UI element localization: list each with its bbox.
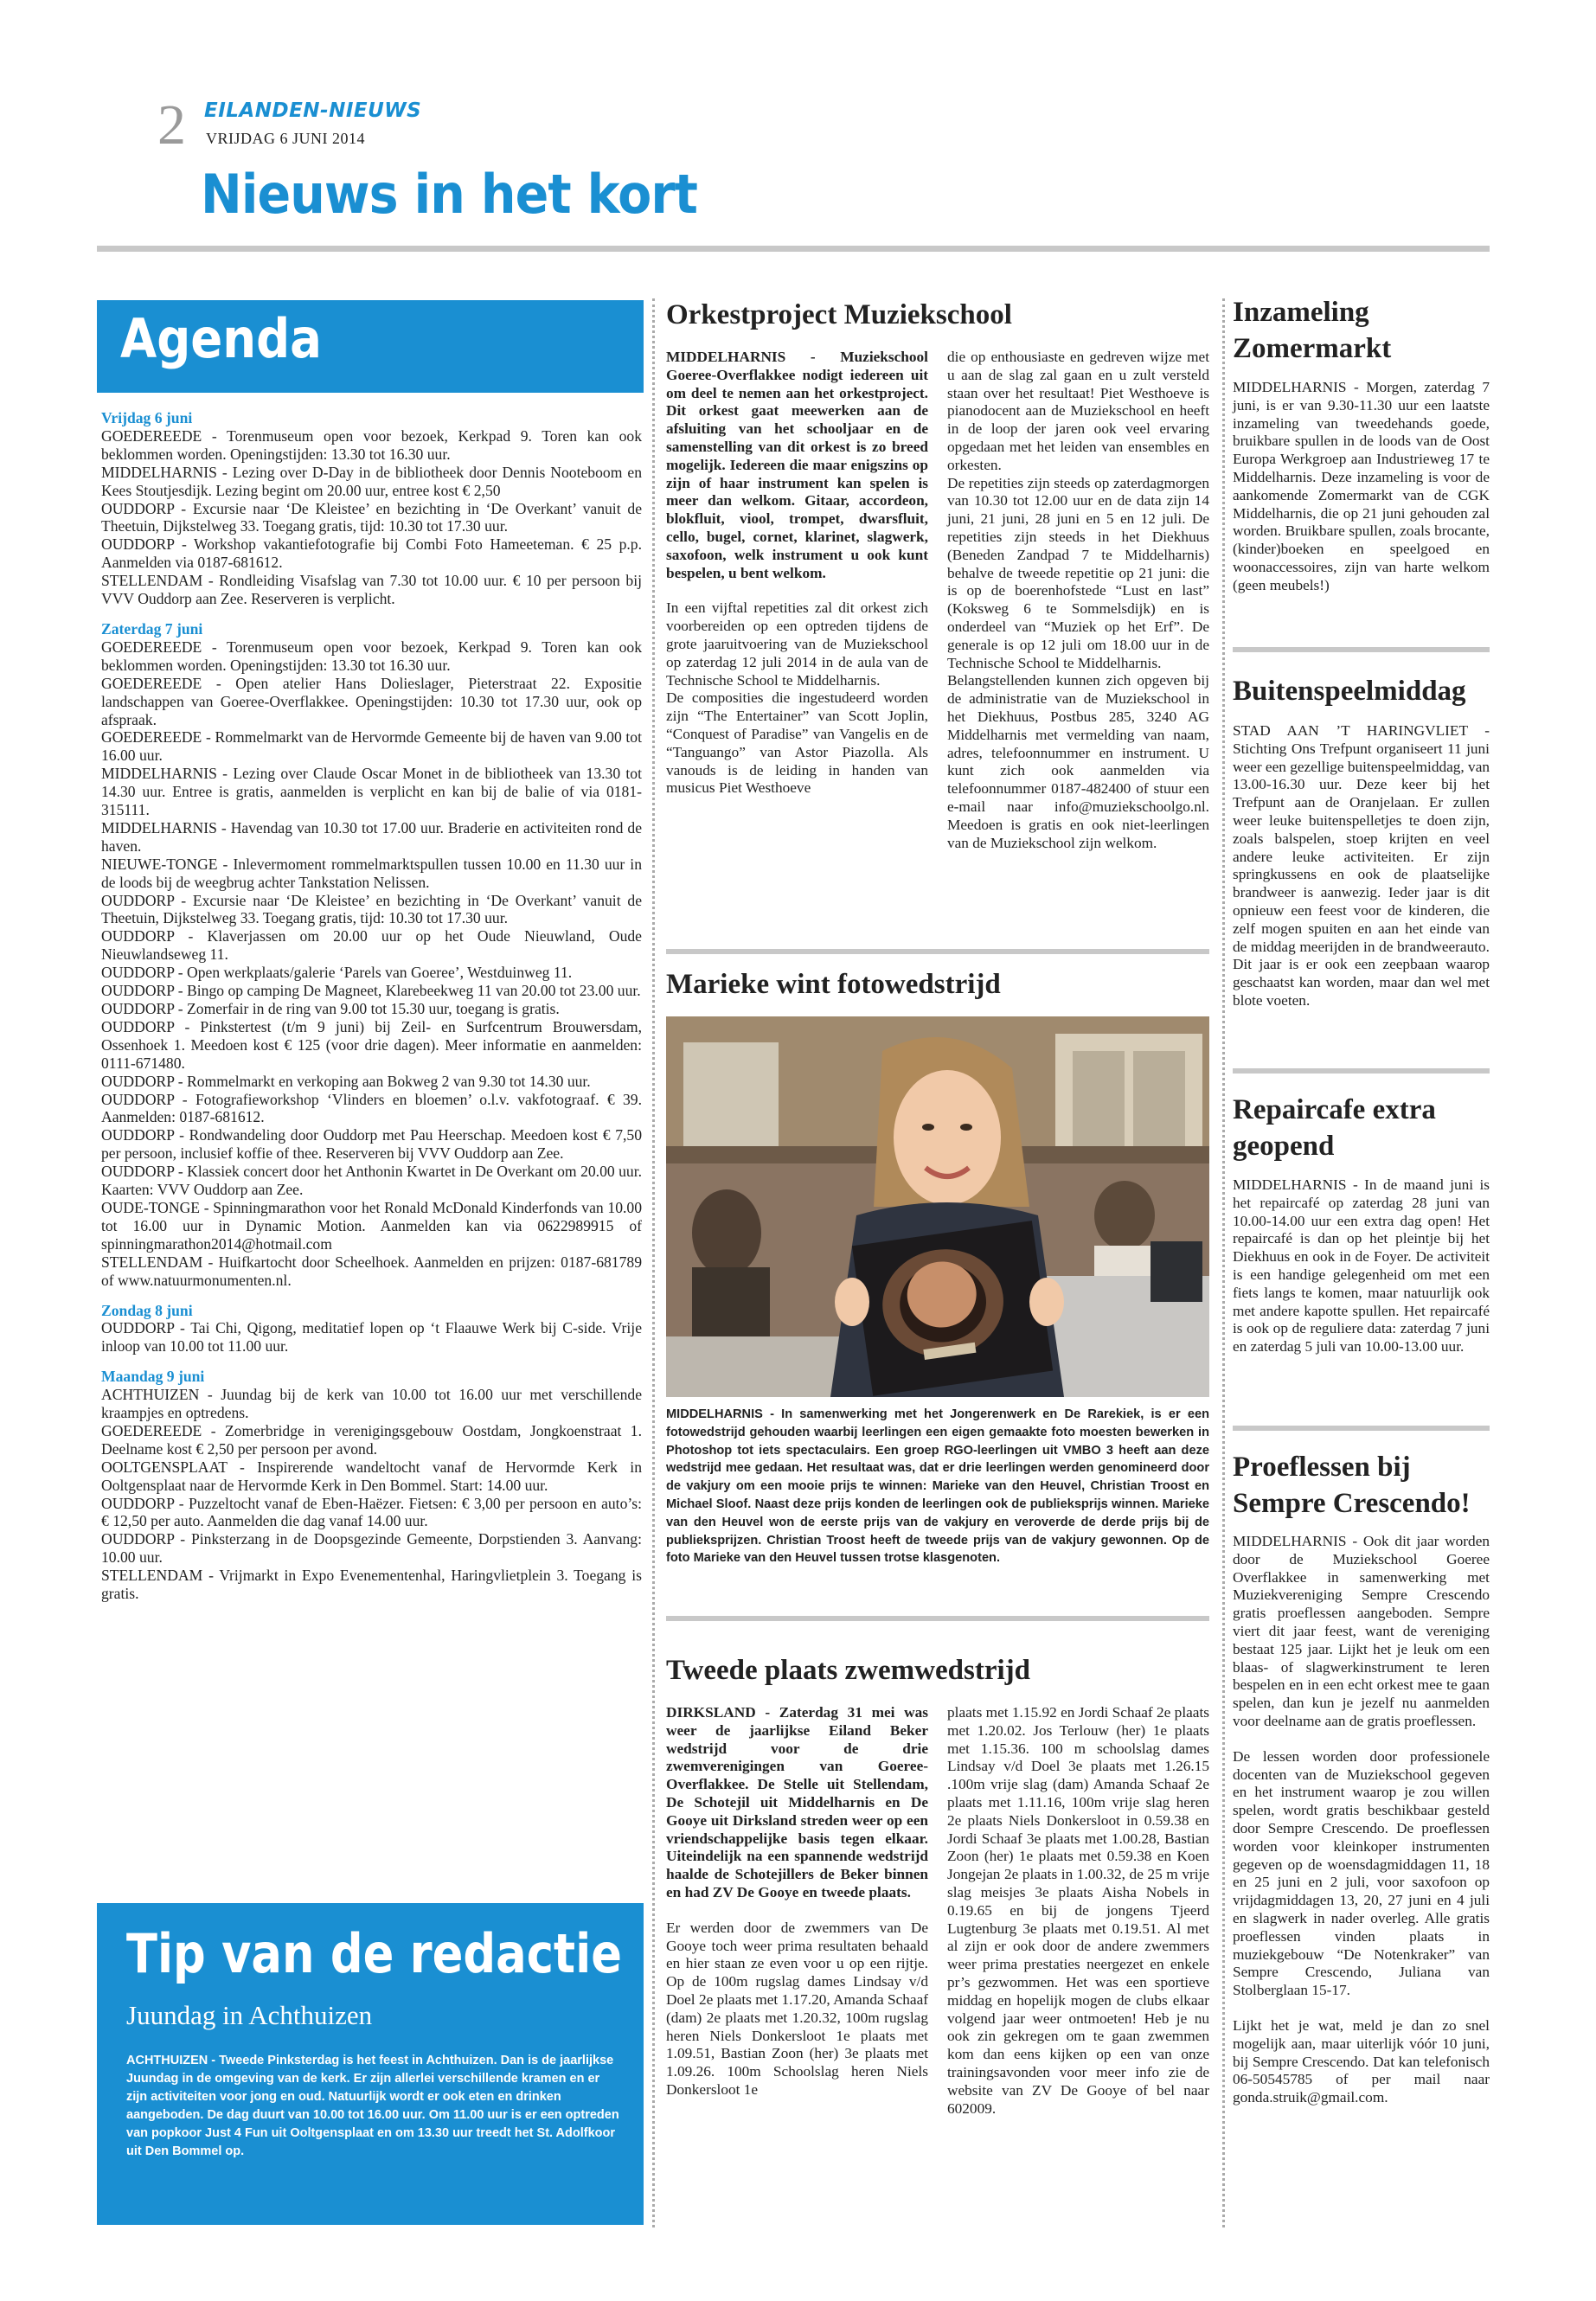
orkest-paragraph: In een vijftal repetities zal dit orkest zich voorbereiden op een optreden tijdens de grote jaaruitvoering van de Muziekschool op zaterdag 12 juli 2014 in de aula van de Technische School te Middelharnis. — [666, 599, 928, 689]
zomermarkt-title: Inzameling Zomermarkt — [1233, 297, 1392, 364]
agenda-header — [97, 300, 644, 393]
agenda-title: Agenda — [120, 307, 323, 370]
agenda-item: GOEDEREEDE - Rommelmarkt van de Hervormde Gemeente bij de haven van 9.00 tot 16.00 uur. — [101, 728, 642, 765]
zwem-title: Tweede plaats zwemwedstrijd — [666, 1655, 1030, 1686]
orkest-paragraph: De repetities zijn steeds op zaterdagmorgen van 10.30 tot 12.00 uur en de data zijn 14 juni, 21 juni, 28 juni en 5 en 12 juli. De repetities zijn steeds in het Diekhuus (Beneden Zandpad 7 te Middelharnis) behalve de tweede repetitie op 21 juni: die is op de boerenhofstede “Lust en last” (Koksweg 6 te Sommelsdijk) en is onderdeel van “Muziek op het Erf”. De generale is op 12 juli om 18.00 uur in de Technische School te Middelharnis. — [947, 474, 1209, 671]
agenda-item: GOEDEREEDE - Torenmuseum open voor bezoek, Kerkpad 9. Toren kan ook beklommen worden. Openingstijden: 13.30 tot 16.30 uur. — [101, 638, 642, 674]
foto-title: Marieke wint fotowedstrijd — [666, 969, 1001, 1000]
tip-body: ACHTHUIZEN - Tweede Pinksterdag is het feest in Achthuizen. Dan is de jaarlijkse Juundag in de omgeving van de kerk. Er zijn allerlei verschillende kramen en er zijn activiteiten voor jong en oud. Natuurlijk wordt er ook eten en drinken aangeboden. De dag duurt van 10.00 tot 16.00 uur. Om 11.00 uur is er een optreden van popkoor Just 4 Fun uit Ooltgensplaat en om 13.30 uur treedt het St. Adolfkoor uit Den Bommel op. — [126, 2054, 619, 2158]
agenda-item: STELLENDAM - Rondleiding Visafslag van 7.30 tot 10.00 uur. € 10 per persoon bij VVV Ouddorp aan Zee. Reserveren is verplicht. — [101, 572, 642, 608]
repair-title: Repaircafe extra geopend — [1233, 1094, 1436, 1162]
orkest-col-1 — [666, 349, 928, 815]
section-title: Nieuws in het kort — [201, 163, 697, 226]
zomermarkt-body: MIDDELHARNIS - Morgen, zaterdag 7 juni, is er van 9.30-11.30 uur een laatste inzameling van tweedehands goede, bruikbare spullen in de loods van de Oost Europa Werkgroep aan Industrieweg 17 te Middelharnis. Deze inzameling is voor de aankomende Zomermarkt van de CGK Middelharnis, die op 21 juni gehouden zal worden. Bruikbare spullen, zoals brocante, (kinder)boeken en speelgoed en woonaccessoires, zijn van harte welkom (geen meubels!) — [1233, 379, 1490, 593]
agenda-item: GOEDEREEDE - Zomerbridge in verenigingsgebouw Oostdam, Jongkoenstraat 1. Deelname kost € 2,50 per persoon per avond. — [101, 1421, 642, 1458]
section-divider — [1233, 647, 1490, 652]
agenda-item: OUDDORP - Open werkplaats/galerie ‘Parels van Goeree’, Westduinweg 11. — [101, 964, 573, 982]
agenda-day: Vrijdag 6 juni — [101, 409, 193, 426]
agenda-item: OUDDORP - Puzzeltocht vanaf de Eben-Haëzer. Fietsen: € 3,00 per persoon en auto’s: € 12,50 per auto. Aanmelden die dag vanaf 14.00 uur. — [101, 1494, 642, 1530]
section-divider — [1233, 1426, 1490, 1431]
proef-paragraph: MIDDELHARNIS - Ook dit jaar worden door de Muziekschool Goeree Overflakkee in samenwerking met Muziekvereniging Sempre Crescendo gratis proeflessen aangeboden. Sempre viert dit jaar feest, want de vereniging bestaat 125 jaar. Lijkt het je leuk om een blaas- of slagwerkinstrument te leren bespelen en in een echt orkest mee te gaan spelen, dan kun je jezelf nu aanmelden voor deelname aan de gratis proeflessen. — [1233, 1533, 1490, 1729]
orkest-paragraph: De composities die ingestudeerd worden zijn “The Entertainer” van Scott Joplin, “Conquest of Paradise” van Vangelis en de “Tanguango” van Astor Piazolla. Als vanouds is de leiding in handen van musicus Piet Westhoeve — [666, 689, 928, 797]
orkest-lead: MIDDELHARNIS - Muziekschool Goeree-Overflakkee nodigt iedereen uit om deel te nemen aan het orkestproject. Dit orkest gaat meewerken aan de afsluiting van het schooljaar en de samenstelling van dit orkest is zo breed mogelijk. Iedereen die maar enigszins op zijn of haar instrument kan spelen is meer dan welkom. Gitaar, accordeon, blokfluit, viool, trompet, dwarsfluit, cello, bugel, cornet, klarinet, slagwerk, saxofoon, welk instrument u ook kunt bespelen, u bent welkom. — [666, 349, 928, 581]
agenda-item: MIDDELHARNIS - Lezing over D-Day in de bibliotheek door Dennis Nooteboom en Kees Stoutjesdijk. Lezing begint om 20.00 uur, entree kost € 2,50 — [101, 463, 642, 499]
proef-paragraph: Lijkt het je wat, meld je dan zo snel mogelijk aan, maar uiterlijk vóór 10 juni, bij Sempre Crescendo. Dat kan telefonisch 06-50545785 of per mail naar gonda.struik@gmail.com. — [1233, 2016, 1490, 2106]
section-divider — [666, 1616, 1209, 1621]
agenda-item: GOEDEREEDE - Open atelier Hans Dolieslager, Pieterstraat 22. Expositie landschappen van Goeree-Overflakkee. Openingstijden: 10.30 tot 17.30 uur, ook op afspraak. — [101, 674, 642, 728]
orkest-paragraph: die op enthousiaste en gedreven wijze met u aan de slag zal gaan en u zult versteld staan over het resultaat! Piet Westhoeve is pianodocent aan de Muziekschool en heeft in de loop der jaren ook veel ervaring opgedaan met het leiden van ensembles en orkesten. — [947, 349, 1209, 473]
zwem-col-1 — [666, 1704, 928, 2117]
section-divider — [666, 949, 1209, 954]
agenda-day: Zondag 8 juni — [101, 1301, 193, 1319]
agenda-item: OUDDORP - Rommelmarkt en verkoping aan Bokweg 2 van 9.30 tot 14.30 uur. — [101, 1072, 591, 1090]
issue-date: VRIJDAG 6 JUNI 2014 — [206, 130, 365, 147]
proef-paragraph: De lessen worden door professionele docenten van de Muziekschool gegeven en het instrument waarop je zou willen spelen, wordt gratis beschikbaar gesteld door Sempre Crescendo. De proeflessen worden voor kleinkoper instrumenten gegeven op de woensdagmiddagen 11, 18 en 25 juni en 2 juli, voor saxofoon op vrijdagmiddagen 13, 20, 27 juni en 4 juli en slagwerk in nader overleg. Alle gratis proeflessen vinden plaats in muziekgebouw “De Notenkraker” van Sempre Crescendo, Juliana van Stolberglaan 15-17. — [1233, 1747, 1490, 1999]
zwem-lead: DIRKSLAND - Zaterdag 31 mei was weer de jaarlijkse Eiland Beker wedstrijd voor de drie zwemverenigingen van Goeree-Overflakkee. De Stelle uit Stellendam, De Schotejil uit Middelharnis en De Gooye uit Dirksland streden weer op een vriendschappelijke basis tegen elkaar. Uiteindelijk na een spannende wedstrijd haalde de Schotejillers de Beker binnen en had ZV De Gooye en tweede plaats. — [666, 1704, 928, 1900]
agenda-item: OUDDORP - Rondwandeling door Ouddorp met Pau Heerschap. Meedoen kost € 7,50 per persoon, inclusief koffie of thee. Reserveren bij VVV Ouddorp aan Zee. — [101, 1126, 642, 1163]
agenda-item: OUDDORP - Klaverjassen om 20.00 uur op het Oude Nieuwland, Oude Nieuwlandseweg 11. — [101, 927, 642, 964]
repair-body: MIDDELHARNIS - In de maand juni is het repaircafé op zaterdag 28 juni van 10.00-14.00 uur een extra dag open! Het repaircafé is dan op het pleintje bij het Diekhuus en ook in de Foyer. De activiteit is een handige gelegenheid om met een fiets langs te komen, maar natuurlijk ook met andere kapotte spullen. Het repaircafé is ook op de reguliere data: zaterdag 7 juni en zaterdag 5 juli van 10.00-13.00 uur. — [1233, 1176, 1490, 1356]
agenda-item: GOEDEREEDE - Torenmuseum open voor bezoek, Kerkpad 9. Toren kan ook beklommen worden. Openingstijden: 13.30 tot 16.30 uur. — [101, 426, 642, 463]
agenda-item: OUDE-TONGE - Spinningmarathon voor het Ronald McDonald Kinderfonds van 10.00 tot 16.00 uur in Dynamic Motion. Aanmelden kan via 0622989915 of spinningmarathon2014@hotmail.com — [101, 1198, 642, 1253]
agenda-item: STELLENDAM - Huifkartocht door Scheelhoek. Aanmelden en prijzen: 0187-681789 of www.natuurmonumenten.nl. — [101, 1253, 642, 1289]
proef-title: Proeflessen bij Sempre Crescendo! — [1233, 1452, 1471, 1519]
zwem-paragraph: plaats met 1.15.92 en Jordi Schaaf 2e plaats met 1.20.02. Jos Terlouw (her) 1e plaats met 1.15.36. 100 m schoolslag dames Lindsay v/d Doel 3e plaats met 1.26.15 .100m vrije slag (dam) Amanda Schaaf 2e plaats met 1.11.16, 100m vrije slag heren 2e plaats Niels Donkersloot in 0.59.38 en Jordi Schaaf 3e plaats met 1.00.28, Bastian Zoon (her) 1e plaats met 0.59.38 en Koen Jongejan 2e plaats in 1.00.32, de 25 m vrije slag meisjes 3e plaats Aisha Nobels in 0.19.65 en bij de jongens Tjeerd Lugtenburg 3e plaats met 0.19.51. Al met al zijn er ook door de andere zwemmers weer prima prestaties neergezet en enkele pr’s gezwommen. Het was een sportieve middag en hopelijk mogen de clubs elkaar volgend jaar weer ontmoeten! Heb je nu ook zin gekregen om te gaan zwemmen kom dan eens kijken op een van onze trainingsavonden voor meer info zie de website van ZV De Gooye of bel naar 602009. — [947, 1704, 1209, 2117]
agenda-item: MIDDELHARNIS - Lezing over Claude Oscar Monet in de bibliotheek van 13.30 tot 14.30 uur. Entree is gratis, aanmelden is verplicht en kan bij de balie of via 0181-315111. — [101, 765, 642, 819]
classroom-photo — [666, 1016, 1209, 1397]
zwem-paragraph: Er werden door de zwemmers van De Gooye toch weer prima resultaten behaald en hier staan ze even voor u op een rijtje. Op de 100m rugslag dames Lindsay v/d Doel 2e plaats met 1.17.20, Amanda Schaaf (dam) 2e plaats met 1.20.32, 100m rugslag heren Niels Donkersloot 1e plaats met 1.09.51, Bastian Zoon (her) 3e plaats met 1.09.26. 100m Schoolslag heren Niels Donkersloot 1e — [666, 1919, 928, 2098]
agenda-item: OUDDORP - Excursie naar ‘De Kleistee’ en bezichting in ‘De Overkant’ vanuit de Theetuin, Dijkstelweg 33. Toegang gratis, tijd: 10.30 tot 17.30 uur. — [101, 891, 642, 927]
tip-box — [97, 1903, 644, 2225]
agenda-list — [101, 409, 642, 1603]
agenda-item: OUDDORP - Klassiek concert door het Anthonin Kwartet in De Overkant om 20.00 uur. Kaarten: VVV Ouddorp aan Zee. — [101, 1163, 642, 1199]
agenda-item: STELLENDAM - Vrijmarkt in Expo Evenementenhal, Haringvlietplein 3. Toegang is gratis. — [101, 1567, 642, 1603]
buitenspeel-title: Buitenspeelmiddag — [1233, 676, 1466, 707]
agenda-day: Zaterdag 7 juni — [101, 619, 203, 638]
column-separator — [1222, 298, 1225, 2227]
agenda-item: NIEUWE-TONGE - Inlevermoment rommelmarktspullen tussen 10.00 en 11.30 uur in de loods bij de weegbrug achter Tankstation Nelissen. — [101, 855, 642, 891]
agenda-item: OUDDORP - Fotografieworkshop ‘Vlinders en bloemen’ o.l.v. vakfotograaf. € 39. Aanmelden: 0187-681612. — [101, 1090, 642, 1126]
agenda-item: OUDDORP - Pinksterzang in de Doopsgezinde Gemeente, Dorpstienden 3. Aanvang: 10.00 uur. — [101, 1530, 642, 1567]
agenda-item: ACHTHUIZEN - Juundag bij de kerk van 10.00 tot 16.00 uur met verschillende kraampjes en optredens. — [101, 1386, 642, 1422]
agenda-item: OUDDORP - Pinkstertest (t/m 9 juni) bij Zeil- en Surfcentrum Brouwersdam, Ossenhoek 1. Meedoen kost € 125 (voor drie dagen). Meer informatie en aanmelden: 0111-671480. — [101, 1017, 642, 1072]
page-number: 2 — [157, 93, 186, 157]
agenda-item: OUDDORP - Excursie naar ‘De Kleistee’ en bezichting in ‘De Overkant’ vanuit de Theetuin, Dijkstelweg 33. Toegang gratis, tijd: 10.30 tot 17.30 uur. — [101, 499, 642, 535]
agenda-item: OUDDORP - Bingo op camping De Magneet, Klarebeekweg 11 van 20.00 tot 23.00 uur. — [101, 982, 641, 1000]
section-divider — [1233, 1068, 1490, 1074]
agenda-item: OOLTGENSPLAAT - Inspirerende wandeltocht vanaf de Hervormde Kerk in Ooltgensplaat naar de Hervormde Kerk in Den Bommel. Start: 14.00 uur. — [101, 1458, 642, 1494]
zwem-col-2 — [947, 1704, 1209, 2135]
orkest-paragraph: Belangstellenden kunnen zich opgeven bij de administratie van de Muziekschool in het Diekhuus, Postbus 285, 3240 AG Middelharnis met vermelding van naam, adres, telefoonnummer en instrument. U kunt zich ook aanmelden via telefoonnummer 0187-482400 of stuur een e-mail naar info@muziekschoolgo.nl. Meedoen is gratis en ook niet-leerlingen van de Muziekschool zijn welkom. — [947, 672, 1209, 851]
tip-title: Tip van de redactie — [126, 1922, 622, 1985]
agenda-item: OUDDORP - Workshop vakantiefotografie bij Combi Foto Hameeteman. € 25 p.p. Aanmelden via 0187-681612. — [101, 535, 642, 572]
agenda-day: Maandag 9 juni — [101, 1368, 205, 1386]
agenda-item: OUDDORP - Zomerfair in de ring van 9.00 tot 15.30 uur, toegang is gratis. — [101, 1000, 560, 1017]
paper-logo: EILANDEN-NIEUWS — [204, 99, 422, 122]
column-separator — [652, 298, 655, 2227]
photo-caption: MIDDELHARNIS - In samenwerking met het Jongerenwerk en De Rarekiek, is er een fotowedstrijd gehouden waarbij leerlingen een eigen gemaakte foto moesten bewerken in Photoshop tot iets spectaculairs. Een groep RGO-leerlingen uit VMBO 3 heeft aan deze wedstrijd mee gedaan. Het resultaat was, dat er drie leerlingen werden genomineerd door de vakjury om een mooie prijs te winnen: Marieke van den Heuvel, Christian Troost en Michael Sloof. Naast deze prijs konden de leerlingen ook de publieksprijs winnen. Marieke van den Heuvel won de eerste prijs van de vakjury en veroverde de derde prijs bij de publieksprijzen. Christian Troost heeft de tweede prijs van de vakjury gewonnen. Op de foto Marieke van den Heuvel tussen trotse klasgenoten. — [666, 1407, 1209, 1566]
agenda-item: MIDDELHARNIS - Havendag van 10.30 tot 17.00 uur. Braderie en activiteiten rond de haven. — [101, 818, 642, 855]
orkest-col-2 — [947, 349, 1209, 869]
orkest-title: Orkestproject Muziekschool — [666, 299, 1012, 330]
agenda-item: OUDDORP - Tai Chi, Qigong, meditatief lopen op ‘t Flaauwe Werk bij C-side. Vrije inloop van 10.00 tot 11.00 uur. — [101, 1319, 642, 1356]
proef-body — [1233, 1533, 1490, 2125]
buitenspeel-body: STAD AAN ’T HARINGVLIET - Stichting Ons Trefpunt organiseert 11 juni weer een gezellige buitenspeelmiddag, van 13.00-16.30 uur. Deze keer bij het Trefpunt aan de Oranjelaan. Er zullen weer leuke buitenspelletjes te doen zijn, zoals balspelen, stoep krijten en veel andere leuke activiteiten. Er zijn springkussens en ook de plaatselijke brandweer is aanwezig. Ieder jaar is dit opnieuw een feest voor de kinderen, die zelf mogen spuiten en aan het einde van de middag meerijden in de brandweerauto. Dit jaar is er ook een zeepbaan waarop geschaatst kan worden, maar dan wel met blote voeten. — [1233, 722, 1490, 1009]
top-divider — [97, 246, 1490, 252]
photo-illustration — [666, 1016, 1209, 1397]
tip-subtitle: Juundag in Achthuizen — [126, 2000, 373, 2030]
